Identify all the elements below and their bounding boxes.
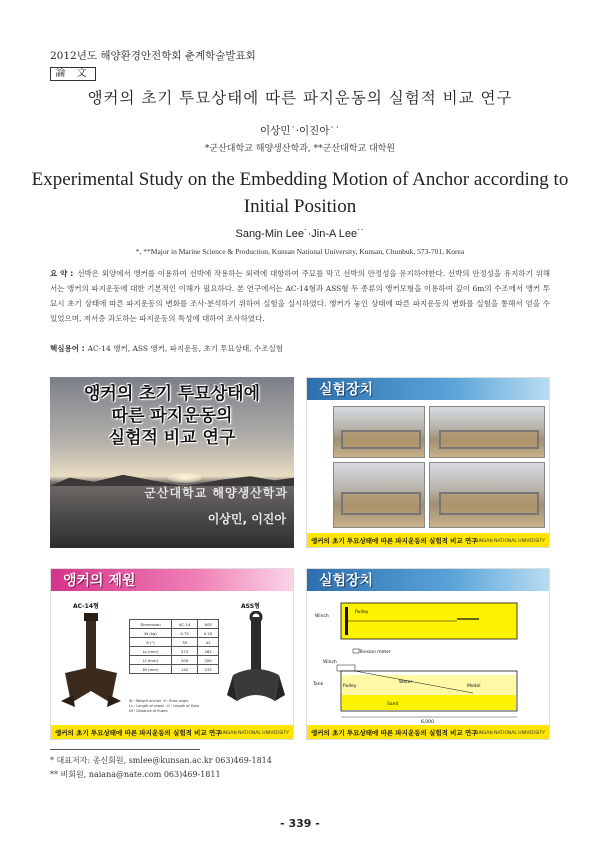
abstract-text: 선박은 외양에서 앵커를 이용하여 선박에 작용하는 외력에 대항하여 주묘를 막고 선박의 안정성을 유지하야한다. 선박의 안정성을 유지하기 위해서는 앵커의 파지운동에 대한 기본적인 이해가 필요하다. 본 연구에서는 AC-14형과 ASS형 두 종류의 앵커모형을 이용하여 깊이 6m의 수조에서 앵커 투묘시 초기 상태에 따른 파지운동의 변화를 조사·분석하기 위하여 실험을 실시하였다. 앵커가 놓인 상태에 따른 파지운동의 변화를 실험을 통해서 얻을 수 있었으며, 저서층 과도하는 파지운동의 특성에 대하여 조사하였다. <box>50 269 551 323</box>
label-length: 6,000 <box>421 720 434 725</box>
cover-title <box>50 383 294 449</box>
table-cell: Ls (mm) <box>130 647 172 656</box>
slide-apparatus-photos <box>306 377 550 548</box>
anchor-ac14-image <box>57 611 125 711</box>
slide-header: 앵커의 제원 <box>63 573 136 589</box>
table-row <box>130 647 219 656</box>
table-header-cell: AC-14 <box>172 620 198 629</box>
page-number: - 339 - <box>280 817 320 830</box>
affiliation-english: *, **Major in Marine Science & Production, Kunsan National University, Kunsan, Chunbuk, 573-701, Korea <box>135 247 465 256</box>
table-cell: 142 <box>172 665 198 674</box>
table-row <box>130 629 219 638</box>
label-tank: Tank <box>313 682 324 687</box>
winch-top-block <box>345 607 348 635</box>
tension-meter-box <box>353 649 359 653</box>
slide-footer: 앵커의 초기 투묘상태에 따른 파지운동의 실험적 비교 연구 <box>311 537 478 545</box>
anchor-label-ass: ASS형 <box>241 603 260 610</box>
table-header-cell: Dimension <box>130 620 172 629</box>
table-row <box>130 656 219 665</box>
slide-header: 실험장치 <box>319 573 374 589</box>
apparatus-photo <box>333 462 425 528</box>
slide-footer: 앵커의 초기 투묘상태에 따른 파지운동의 실험적 비교 연구 <box>55 729 222 737</box>
label-tension-meter: Tension meter <box>359 650 391 655</box>
table-cell: Lf (mm) <box>130 656 172 665</box>
cover-title-line: 앵커의 초기 투묘상태에 <box>83 384 261 404</box>
label-winch-top: Winch <box>315 614 329 619</box>
cover-affiliation: 군산대학교 해양생산학과 <box>144 486 288 500</box>
slide-cover <box>50 377 294 548</box>
conference-name: 2012년도 해양환경안전학회 춘계학술발표회 <box>50 50 256 62</box>
authors-english: Sang-Min Lee˙·Jin-A Lee˙˙ <box>235 228 365 240</box>
cover-title-line: 실험적 비교 연구 <box>108 428 236 448</box>
table-cell: 273 <box>172 647 198 656</box>
abstract <box>50 266 550 326</box>
anchor-label-ac14: AC-14형 <box>73 603 99 610</box>
title-english: Experimental Study on the Embedding Motion of Anchor according to Initial Position <box>31 169 569 217</box>
affiliation-korean: *군산대학교 해양생산학과, **군산대학교 대학원 <box>204 144 396 154</box>
keywords <box>50 343 283 354</box>
spec-note: Ls : Length of shank Lf : Length of fluke <box>129 704 200 708</box>
slide-footer: 앵커의 초기 투묘상태에 따른 파지운동의 실험적 비교 연구 <box>311 729 478 737</box>
table-cell: θ (°) <box>130 638 172 647</box>
slide-header: 실험장치 <box>319 382 374 398</box>
footnote-divider <box>50 749 200 750</box>
table-cell: 42 <box>198 638 219 647</box>
table-cell: 0.20 <box>198 629 219 638</box>
table-cell: 233 <box>198 665 219 674</box>
label-sand: Sand <box>387 702 399 707</box>
table-row <box>130 665 219 674</box>
apparatus-diagram <box>307 593 550 725</box>
table-cell: 0.75 <box>172 629 198 638</box>
cover-authors: 이상민, 이진아 <box>207 512 286 526</box>
sun-glow <box>168 473 202 483</box>
spec-note: W : Weight anchor θ : fluke angle <box>129 699 189 703</box>
winch-bottom-box <box>337 665 355 671</box>
label-pulley-bottom: Pulley <box>343 684 357 689</box>
slide-apparatus-diagram <box>306 568 550 740</box>
label-winch-bottom: Winch <box>323 660 337 665</box>
anchor-ass-image <box>223 611 289 711</box>
university-name: KUNSAN NATIONAL UNIVERSITY <box>217 731 289 736</box>
table-cell: Df (mm) <box>130 665 172 674</box>
university-name: KUNSAN NATIONAL UNIVERSITY <box>473 731 545 736</box>
authors-korean: 이상민˙·이진아˙˙ <box>260 125 340 137</box>
spec-notes <box>129 699 221 714</box>
apparatus-photo <box>429 462 545 528</box>
table-cell: 35 <box>172 638 198 647</box>
table-header-row <box>130 620 219 629</box>
keywords-text: AC-14 앵커, ASS 앵커, 파지운동, 초기 투묘상태, 수조실험 <box>87 344 284 353</box>
paper-type-tag: 論 文 <box>50 67 96 81</box>
title-korean: 앵커의 초기 투묘상태에 따른 파지운동의 실험적 비교 연구 <box>87 89 513 107</box>
slide-anchor-spec <box>50 568 294 740</box>
label-pulley-top: Pulley <box>355 610 369 615</box>
table-cell: 200 <box>198 656 219 665</box>
apparatus-photo <box>429 406 545 458</box>
university-name: KUNSAN NATIONAL UNIVERSITY <box>473 539 545 544</box>
label-water: Water <box>399 680 413 685</box>
anchor-spec-table <box>129 619 219 674</box>
label-model: Model <box>467 684 481 689</box>
cover-title-line: 따른 파지운동의 <box>111 406 233 426</box>
table-header-cell: ASS <box>198 620 219 629</box>
spec-note: Df : Distance of flukes <box>129 709 168 713</box>
keywords-label: 핵심용어 : <box>50 344 85 353</box>
footnote-1: * 대표저자: 종신회원, smlee@kunsan.ac.kr 063)469-1814 <box>50 756 272 765</box>
abstract-label: 요 약 : <box>50 269 74 278</box>
sand-area <box>342 695 516 710</box>
footnote-2: ** 비회원, naiana@nate.com 063)469-1811 <box>50 770 221 779</box>
apparatus-photo <box>333 406 425 458</box>
table-row <box>130 638 219 647</box>
table-cell: W (kg) <box>130 629 172 638</box>
table-cell: 209 <box>172 656 198 665</box>
table-cell: 262 <box>198 647 219 656</box>
